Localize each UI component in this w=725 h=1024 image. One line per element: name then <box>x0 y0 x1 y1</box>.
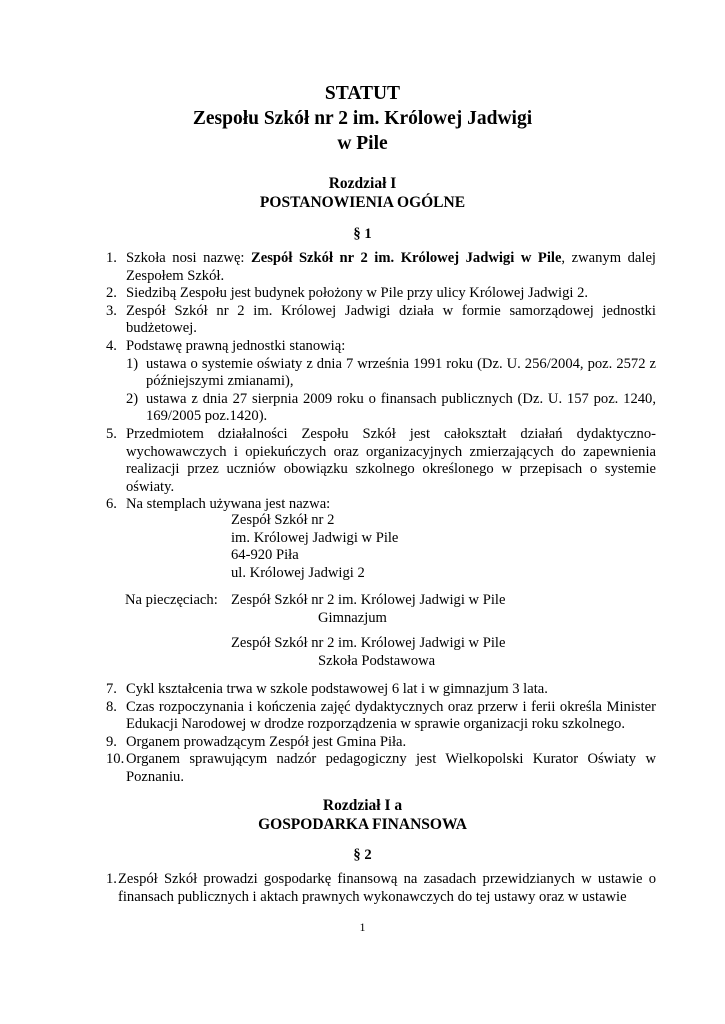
section-1-list <box>106 250 656 514</box>
seal-1-line-1: Zespół Szkół nr 2 im. Królowej Jadwigi w Pile <box>231 592 506 608</box>
item-number: 2. <box>106 285 117 302</box>
address-line: im. Królowej Jadwigi w Pile <box>231 529 399 546</box>
city-title: w Pile <box>337 133 388 154</box>
chapter-1-title: Rozdział I <box>328 175 397 192</box>
item-1-rest: , zwanym dalej Zespołem Szkół. <box>126 250 656 284</box>
item-text: Przedmiotem działalności Zespołu Szkół jest całokształt działań dydaktyczno-wychowawczych i opiekuńczych oraz organizacyjnych zmierzających do zapewnienia realizacji przez uczniów obowiązku szkolnego określonego w przepisach o systemie oświaty. <box>126 425 656 495</box>
section-1-heading: § 1 <box>353 226 372 242</box>
list-item <box>106 303 656 338</box>
item-text: Zespół Szkół nr 2 im. Królowej Jadwigi działa w formie samorządowej jednostki budżetowej. <box>126 302 656 337</box>
list-item <box>106 734 656 752</box>
sub-item <box>126 391 656 426</box>
item-number: 10. <box>106 751 125 768</box>
seal-2-line-1: Zespół Szkół nr 2 im. Królowej Jadwigi w Pile <box>231 635 506 651</box>
address-line: Zespół Szkół nr 2 <box>231 512 335 528</box>
item-text <box>126 250 656 285</box>
chapter-1a-title: Rozdział I a <box>322 797 403 814</box>
seal-1-line-2: Gimnazjum <box>318 610 387 626</box>
list-item <box>106 681 656 699</box>
item-number: 9. <box>106 733 117 750</box>
chapter-1-subtitle: POSTANOWIENIA OGÓLNE <box>259 194 466 211</box>
address-line: ul. Królowej Jadwigi 2 <box>231 564 365 581</box>
item-number: 8. <box>106 698 117 715</box>
chapter-1a-subtitle: GOSPODARKA FINANSOWA <box>258 816 467 833</box>
section-2-heading: § 2 <box>353 847 372 863</box>
section-1-list-continued <box>106 681 656 787</box>
sub-item-number: 1) <box>126 355 139 372</box>
item-text <box>126 338 656 426</box>
item-number: 5. <box>106 425 117 442</box>
address-line: 64-920 Piła <box>231 547 299 564</box>
item-text: Czas rozpoczynania i kończenia zajęć dydaktycznych oraz przerw i ferii określa Minister Edukacji Narodowej w drodze rozporządzenia w sprawie organizacji roku szkolnego. <box>126 698 656 733</box>
item-number: 1. <box>106 871 117 887</box>
item-text: Na stemplach używana jest nazwa: <box>126 496 331 513</box>
sub-item-text: ustawa o systemie oświaty z dnia 7 września 1991 roku (Dz. U. 256/2004, poz. 2572 z późniejszymi zmianami), <box>146 355 656 390</box>
seal-2-line-2: Szkoła Podstawowa <box>318 653 436 669</box>
sub-item-number: 2) <box>126 390 139 407</box>
sub-item <box>126 356 656 391</box>
list-item <box>106 751 656 786</box>
sub-item-text: ustawa z dnia 27 sierpnia 2009 roku o finansach publicznych (Dz. U. 157 poz. 1240, 169/2005 poz.1420). <box>146 390 656 425</box>
school-name-title: Zespołu Szkół nr 2 im. Królowej Jadwigi <box>192 108 533 129</box>
item-4-intro: Podstawę prawną jednostki stanowią: <box>126 337 346 354</box>
list-item <box>106 699 656 734</box>
seals-label: Na pieczęciach: <box>125 592 218 608</box>
list-item <box>106 285 656 303</box>
list-item <box>106 250 656 285</box>
page-number: 1 <box>359 920 366 934</box>
item-text: Organem prowadzącym Zespół jest Gmina Piła. <box>126 733 407 750</box>
section-2-list <box>106 871 656 906</box>
item-number: 1. <box>106 250 117 266</box>
item-number: 6. <box>106 496 117 513</box>
item-number: 7. <box>106 681 117 697</box>
list-item <box>106 338 656 426</box>
item-number: 3. <box>106 302 117 319</box>
school-full-name: Zespół Szkół nr 2 im. Królowej Jadwigi w Pile <box>251 250 562 266</box>
item-1-intro: Szkoła nosi nazwę: <box>126 250 252 266</box>
stamp-address <box>231 512 398 582</box>
item-text: Cykl kształcenia trwa w szkole podstawowej 6 lat i w gimnazjum 3 lata. <box>126 681 548 697</box>
item-number: 4. <box>106 337 117 354</box>
list-item <box>106 426 656 496</box>
list-item <box>106 871 656 906</box>
item-text: Organem sprawującym nadzór pedagogiczny jest Wielkopolski Kurator Oświaty w Poznaniu. <box>126 751 656 785</box>
item-text: Siedzibą Zespołu jest budynek położony w Pile przy ulicy Królowej Jadwigi 2. <box>126 285 589 302</box>
item-text: Zespół Szkół prowadzi gospodarkę finansową na zasadach przewidzianych w ustawie o finansach publicznych i aktach prawnych wykonawczych do tej ustawy oraz w ustawie <box>118 871 656 905</box>
document-title: STATUT <box>324 83 401 104</box>
